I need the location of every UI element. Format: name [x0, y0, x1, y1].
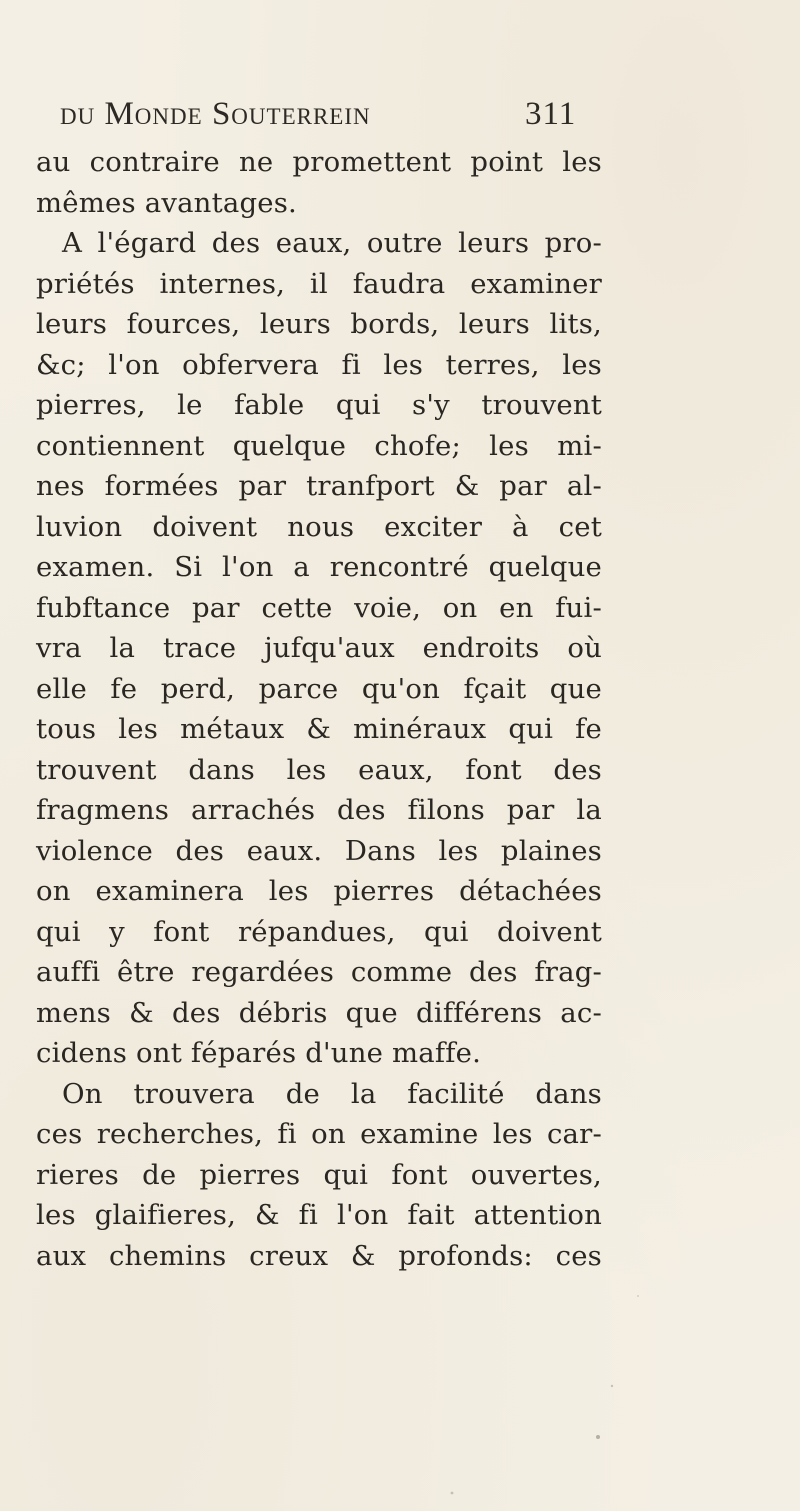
text-line: fubftance par cette voie, on en fui-	[36, 591, 602, 624]
text-line: A l'égard des eaux, outre leurs pro-	[62, 227, 602, 259]
text-line: priétés internes, il faudra examiner	[36, 267, 602, 300]
text-line: &c; l'on obfervera fi les terres, les	[36, 348, 602, 381]
text-line: leurs fources, leurs bords, leurs lits,	[36, 308, 602, 340]
text-line: vra la trace jufqu'aux endroits où	[36, 632, 602, 664]
text-line: contiennent quelque chofe; les mi-	[36, 429, 602, 462]
text-line: on examinera les pierres détachées	[36, 875, 602, 907]
running-title: du Monde Souterrein	[60, 96, 371, 132]
text-line: mêmes avantages.	[36, 186, 297, 219]
text-line: ces recherches, fi on examine les car-	[36, 1118, 602, 1150]
text-line: cidens ont féparés d'une maffe.	[36, 1037, 482, 1069]
text-line: fragmens arrachés des filons par la	[36, 794, 602, 826]
text-line: examen. Si l'on a rencontré quelque	[36, 551, 602, 583]
text-line: qui y font répandues, qui doivent	[36, 915, 602, 948]
text-line: violence des eaux. Dans les plaines	[36, 834, 602, 867]
text-line: auffi être regardées comme des frag-	[36, 956, 602, 988]
text-line: rieres de pierres qui font ouvertes,	[36, 1158, 602, 1191]
text-line: aux chemins creux & profonds: ces	[36, 1239, 602, 1272]
text-line: au contraire ne promettent point les	[36, 146, 602, 178]
text-line: nes formées par tranfport & par al-	[36, 470, 602, 502]
body-text	[36, 142, 602, 1276]
page-number: 311	[525, 96, 577, 132]
text-line: luvion doivent nous exciter à cet	[36, 510, 602, 543]
text-line: mens & des débris que différens ac-	[36, 996, 602, 1029]
text-line: On trouvera de la facilité dans	[62, 1077, 602, 1110]
text-line: trouvent dans les eaux, font des	[36, 753, 602, 786]
text-line: tous les métaux & minéraux qui fe	[36, 713, 602, 745]
page-header	[60, 96, 580, 142]
text-line: pierres, le fable qui s'y trouvent	[36, 389, 602, 421]
text-line: elle fe perd, parce qu'on fçait que	[36, 672, 602, 705]
text-line: les glaifieres, & fi l'on fait attention	[36, 1199, 602, 1231]
